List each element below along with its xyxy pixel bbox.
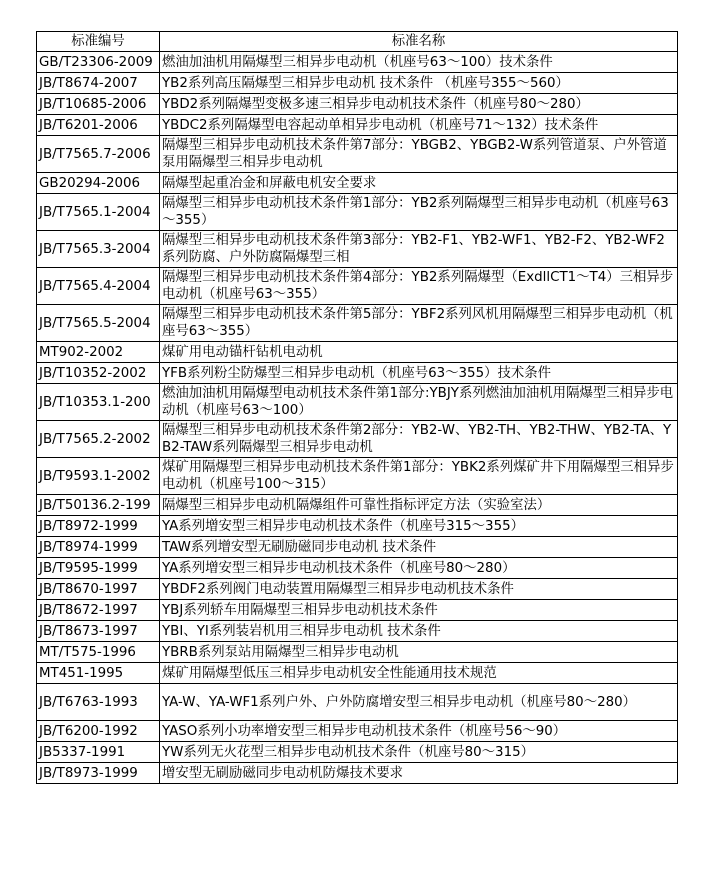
standard-code-cell: JB/T8672-1997: [37, 600, 160, 621]
standard-code-cell: JB/T6200-1992: [37, 721, 160, 742]
standard-name-cell: YBDC2系列隔爆型电容起动单相异步电动机（机座号71～132）技术条件: [160, 115, 678, 136]
standard-code-cell: GB20294-2006: [37, 173, 160, 194]
standard-name-cell: 煤矿用电动锚杆钻机电动机: [160, 342, 678, 363]
standard-name-cell: 煤矿用隔爆型低压三相异步电动机安全性能通用技术规范: [160, 663, 678, 684]
standard-name-cell: YA-W、YA-WF1系列户外、户外防腐增安型三相异步电动机（机座号80～280）: [160, 684, 678, 721]
table-row: [37, 684, 678, 721]
table-row: [37, 600, 678, 621]
table-body: [37, 52, 678, 784]
header-standard-code: 标准编号: [37, 32, 160, 52]
standard-code-cell: JB/T7565.4-2004: [37, 268, 160, 305]
table-row: [37, 495, 678, 516]
table-row: [37, 231, 678, 268]
standard-code-cell: JB/T7565.3-2004: [37, 231, 160, 268]
standard-name-cell: 隔爆型起重冶金和屏蔽电机安全要求: [160, 173, 678, 194]
standard-name-cell: YBDF2系列阀门电动装置用隔爆型三相异步电动机技术条件: [160, 579, 678, 600]
standard-name-cell: 隔爆型三相异步电动机技术条件第2部分：YB2-W、YB2-TH、YB2-THW、YB2-TA、YB2-TAW系列隔爆型三相异步电动机: [160, 421, 678, 458]
table-row: [37, 268, 678, 305]
standard-code-cell: JB/T10685-2006: [37, 94, 160, 115]
table-row: [37, 305, 678, 342]
standards-document: [36, 31, 677, 784]
standard-code-cell: JB/T8972-1999: [37, 516, 160, 537]
table-row: [37, 421, 678, 458]
standard-name-cell: YB2系列高压隔爆型三相异步电动机 技术条件 （机座号355～560）: [160, 73, 678, 94]
standard-code-cell: JB5337-1991: [37, 742, 160, 763]
standards-table: [36, 31, 678, 784]
standard-code-cell: JB/T8673-1997: [37, 621, 160, 642]
standard-code-cell: JB/T7565.1-2004: [37, 194, 160, 231]
standard-code-cell: MT902-2002: [37, 342, 160, 363]
standard-name-cell: YFB系列粉尘防爆型三相异步电动机（机座号63～355）技术条件: [160, 363, 678, 384]
standard-code-cell: JB/T6763-1993: [37, 684, 160, 721]
header-row: [37, 32, 678, 52]
standard-code-cell: JB/T6201-2006: [37, 115, 160, 136]
standard-name-cell: 煤矿用隔爆型三相异步电动机技术条件第1部分：YBK2系列煤矿井下用隔爆型三相异步电动机（机座号100～315）: [160, 458, 678, 495]
table-row: [37, 136, 678, 173]
standard-code-cell: JB/T10353.1-200: [37, 384, 160, 421]
standard-code-cell: JB/T50136.2-199: [37, 495, 160, 516]
standard-name-cell: YASO系列小功率增安型三相异步电动机技术条件（机座号56～90）: [160, 721, 678, 742]
table-row: [37, 194, 678, 231]
table-row: [37, 558, 678, 579]
standard-code-cell: JB/T7565.5-2004: [37, 305, 160, 342]
standard-code-cell: GB/T23306-2009: [37, 52, 160, 73]
table-row: [37, 173, 678, 194]
standard-name-cell: YBI、YI系列装岩机用三相异步电动机 技术条件: [160, 621, 678, 642]
standard-name-cell: YA系列增安型三相异步电动机技术条件（机座号315～355）: [160, 516, 678, 537]
standard-code-cell: JB/T8974-1999: [37, 537, 160, 558]
table-row: [37, 742, 678, 763]
standard-name-cell: 燃油加油机用隔爆型电动机技术条件第1部分:YBJY系列燃油加油机用隔爆型三相异步电动机（机座号63～100）: [160, 384, 678, 421]
table-row: [37, 363, 678, 384]
table-row: [37, 73, 678, 94]
standard-name-cell: YBJ系列轿车用隔爆型三相异步电动机技术条件: [160, 600, 678, 621]
standard-name-cell: 隔爆型三相异步电动机技术条件第4部分：YB2系列隔爆型（ExdllCT1～T4）三相异步电动机（机座号63～355）: [160, 268, 678, 305]
standard-code-cell: JB/T7565.2-2002: [37, 421, 160, 458]
table-row: [37, 621, 678, 642]
table-row: [37, 663, 678, 684]
table-row: [37, 721, 678, 742]
standard-code-cell: MT451-1995: [37, 663, 160, 684]
table-row: [37, 52, 678, 73]
standard-code-cell: JB/T9595-1999: [37, 558, 160, 579]
table-row: [37, 537, 678, 558]
table-row: [37, 115, 678, 136]
standard-code-cell: JB/T8670-1997: [37, 579, 160, 600]
table-row: [37, 384, 678, 421]
standard-name-cell: 隔爆型三相异步电动机技术条件第7部分：YBGB2、YBGB2-W系列管道泵、户外管道泵用隔爆型三相异步电动机: [160, 136, 678, 173]
standard-code-cell: JB/T9593.1-2002: [37, 458, 160, 495]
standard-name-cell: 燃油加油机用隔爆型三相异步电动机（机座号63～100）技术条件: [160, 52, 678, 73]
standard-code-cell: JB/T7565.7-2006: [37, 136, 160, 173]
standard-name-cell: 隔爆型三相异步电动机隔爆组件可靠性指标评定方法（实验室法）: [160, 495, 678, 516]
table-row: [37, 763, 678, 784]
table-row: [37, 579, 678, 600]
standard-name-cell: 隔爆型三相异步电动机技术条件第3部分：YB2-F1、YB2-WF1、YB2-F2、YB2-WF2系列防腐、户外防腐隔爆型三相: [160, 231, 678, 268]
standard-name-cell: YBD2系列隔爆型变极多速三相异步电动机技术条件（机座号80～280）: [160, 94, 678, 115]
standard-code-cell: JB/T8674-2007: [37, 73, 160, 94]
header-standard-name: 标准名称: [160, 32, 678, 52]
table-row: [37, 458, 678, 495]
standard-name-cell: YA系列增安型三相异步电动机技术条件（机座号80～280）: [160, 558, 678, 579]
standard-name-cell: 隔爆型三相异步电动机技术条件第5部分：YBF2系列风机用隔爆型三相异步电动机（机座号63～355）: [160, 305, 678, 342]
standard-name-cell: YBRB系列泵站用隔爆型三相异步电动机: [160, 642, 678, 663]
standard-name-cell: TAW系列增安型无刷励磁同步电动机 技术条件: [160, 537, 678, 558]
table-row: [37, 516, 678, 537]
standard-code-cell: JB/T8973-1999: [37, 763, 160, 784]
standard-name-cell: YW系列无火花型三相异步电动机技术条件（机座号80～315）: [160, 742, 678, 763]
table-row: [37, 342, 678, 363]
standard-name-cell: 隔爆型三相异步电动机技术条件第1部分：YB2系列隔爆型三相异步电动机（机座号63～355）: [160, 194, 678, 231]
standard-code-cell: MT/T575-1996: [37, 642, 160, 663]
table-row: [37, 642, 678, 663]
standard-code-cell: JB/T10352-2002: [37, 363, 160, 384]
table-row: [37, 94, 678, 115]
standard-name-cell: 增安型无刷励磁同步电动机防爆技术要求: [160, 763, 678, 784]
